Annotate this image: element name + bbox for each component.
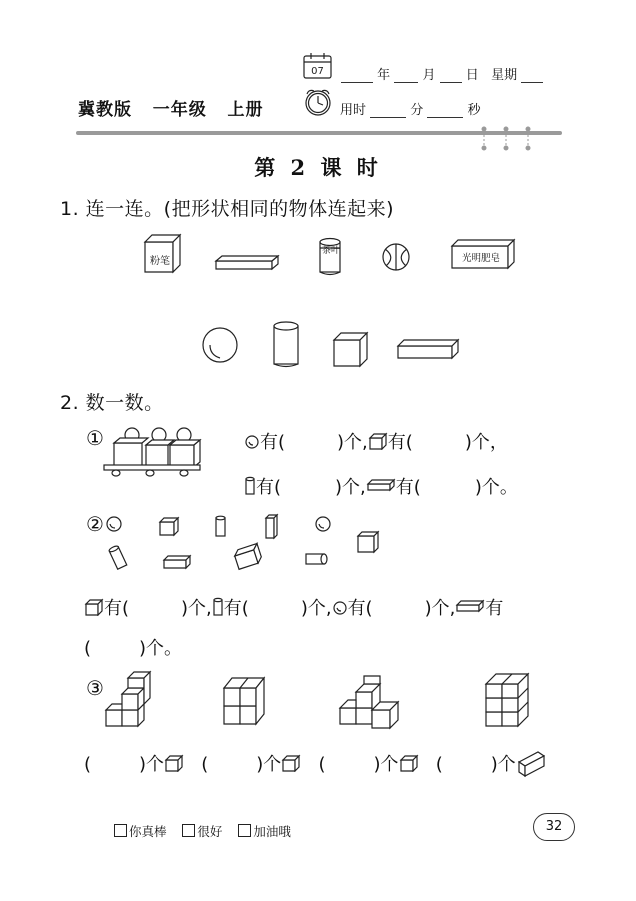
cuboid-icon [366, 478, 396, 494]
train-figure [102, 425, 214, 477]
q1-prompt: 1. 连一连。(把形状相同的物体连起来) [60, 198, 394, 220]
cube-icon [358, 532, 378, 552]
sphere-icon [316, 517, 330, 531]
minutes-label: 分 [410, 103, 424, 118]
q2-prompt: 2. 数一数。 [60, 392, 164, 414]
clock-icon [302, 87, 334, 117]
weekday-label: 星期 [491, 68, 518, 83]
cylinder-icon [274, 322, 298, 367]
cube-icon [164, 754, 184, 772]
part1-number: ① [86, 426, 104, 450]
board-icon [216, 256, 278, 269]
cube-icon [84, 598, 104, 616]
book-name: 冀教版 [78, 100, 132, 120]
self-rating [114, 822, 291, 840]
cuboid-icon [455, 599, 485, 615]
tea-can-icon [320, 239, 340, 275]
cuboid-icon [266, 515, 277, 538]
month-label: 月 [422, 68, 436, 83]
cube-icon [281, 754, 301, 772]
part2-number: ② [86, 512, 104, 536]
ball-icon [383, 244, 409, 270]
lesson-title: 第 2 课 时 [254, 155, 382, 180]
part1-line2: 有( )个, 有( )个。 [244, 473, 518, 499]
stack-a [106, 672, 150, 726]
stack-b [224, 678, 264, 724]
page-number: 32 [545, 819, 563, 834]
part2-line1: 有( )个, 有( )个, 有( )个, 有 [84, 594, 503, 620]
cuboid-icon [398, 340, 458, 358]
checkbox-icon[interactable] [238, 824, 251, 837]
book-info [78, 95, 264, 120]
cube-icon [160, 518, 178, 535]
date-line [341, 64, 543, 83]
rating-option-1[interactable]: 你真棒 [114, 824, 167, 839]
scattered-shapes [104, 512, 384, 574]
cylinder-icon [108, 545, 126, 569]
part3-number: ③ [86, 676, 104, 700]
header-rule [76, 126, 562, 152]
cylinder-icon [306, 554, 327, 564]
sphere-icon [107, 517, 121, 531]
seconds-label: 秒 [467, 103, 481, 118]
checkbox-icon[interactable] [182, 824, 195, 837]
calendar-date: 07 [311, 66, 324, 77]
stack-d [486, 674, 528, 726]
soap-label: 光明肥皂 [461, 253, 500, 264]
cube-stacks [100, 670, 540, 736]
grade: 一年级 [152, 100, 207, 120]
cylinder-icon [212, 597, 224, 617]
checkbox-icon[interactable] [114, 824, 127, 837]
cylinder-icon [244, 476, 256, 496]
chalk-label: 粉笔 [150, 256, 170, 267]
time-used-label: 用时 [340, 103, 367, 118]
cube-icon [399, 754, 419, 772]
cuboid-icon [233, 544, 263, 570]
volume: 上册 [227, 100, 264, 120]
cube-icon [368, 432, 388, 450]
cuboid-icon [516, 748, 548, 778]
calendar-icon [303, 52, 333, 80]
rating-option-2[interactable]: 很好 [182, 824, 222, 839]
cube-icon [334, 333, 367, 366]
rating-option-3[interactable]: 加油哦 [238, 824, 291, 839]
time-line [340, 99, 481, 118]
part3-answers: ( )个 ( )个 ( )个 ( )个 [84, 748, 548, 778]
year-label: 年 [377, 68, 391, 83]
part2-line2: ( )个。 [84, 638, 183, 659]
page-number-badge [533, 813, 575, 841]
q1-shapes-row [196, 318, 466, 370]
sphere-icon [332, 600, 348, 616]
sphere-icon [244, 434, 260, 450]
day-label: 日 [465, 68, 479, 83]
part1-line1: 有( )个, 有( )个， [244, 428, 508, 454]
cylinder-icon [216, 516, 225, 536]
cuboid-icon [164, 556, 190, 568]
sphere-icon [203, 328, 237, 362]
tea-label: 茶叶 [322, 246, 341, 256]
stack-c [340, 676, 398, 728]
